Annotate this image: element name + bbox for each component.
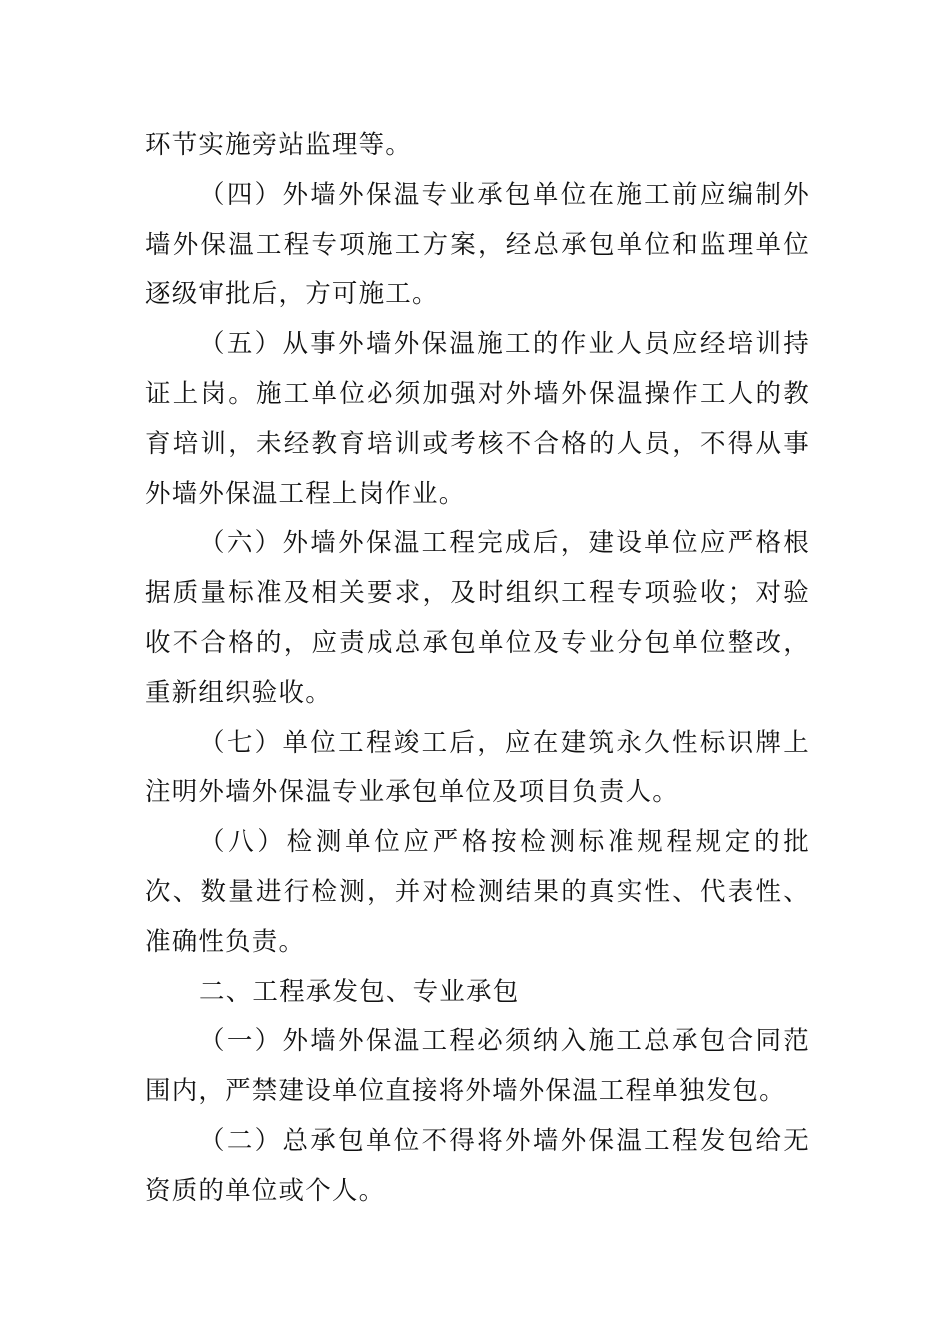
section-heading-2: 二、工程承发包、专业承包 bbox=[199, 976, 520, 1007]
paragraph-item-7: （七）单位工程竣工后，应在建筑永久性标识牌上注明外墙外保温专业承包单位及项目负责人。 bbox=[145, 727, 810, 808]
paragraph-item-8: （八）检测单位应严格按检测标准规程规定的批次、数量进行检测，并对检测结果的真实性、代表性、准确性负责。 bbox=[145, 827, 810, 957]
paragraph-item-1: （一）外墙外保温工程必须纳入施工总承包合同范围内，严禁建设单位直接将外墙外保温工程单独发包。 bbox=[145, 1026, 810, 1107]
paragraph-item-2: （二）总承包单位不得将外墙外保温工程发包给无资质的单位或个人。 bbox=[145, 1125, 810, 1206]
paragraph-item-6: （六）外墙外保温工程完成后，建设单位应严格根据质量标准及相关要求，及时组织工程专项验收；对验收不合格的，应责成总承包单位及专业分包单位整改，重新组织验收。 bbox=[145, 528, 810, 708]
document-body bbox=[145, 121, 810, 1217]
paragraph-item-4: （四）外墙外保温专业承包单位在施工前应编制外墙外保温工程专项施工方案，经总承包单位和监理单位逐级审批后，方可施工。 bbox=[145, 179, 810, 310]
paragraph-continuation: 环节实施旁站监理等。 bbox=[145, 130, 413, 160]
paragraph-item-5: （五）从事外墙外保温施工的作业人员应经培训持证上岗。施工单位必须加强对外墙外保温操作工人的教育培训，未经教育培训或考核不合格的人员，不得从事外墙外保温工程上岗作业。 bbox=[145, 329, 810, 509]
